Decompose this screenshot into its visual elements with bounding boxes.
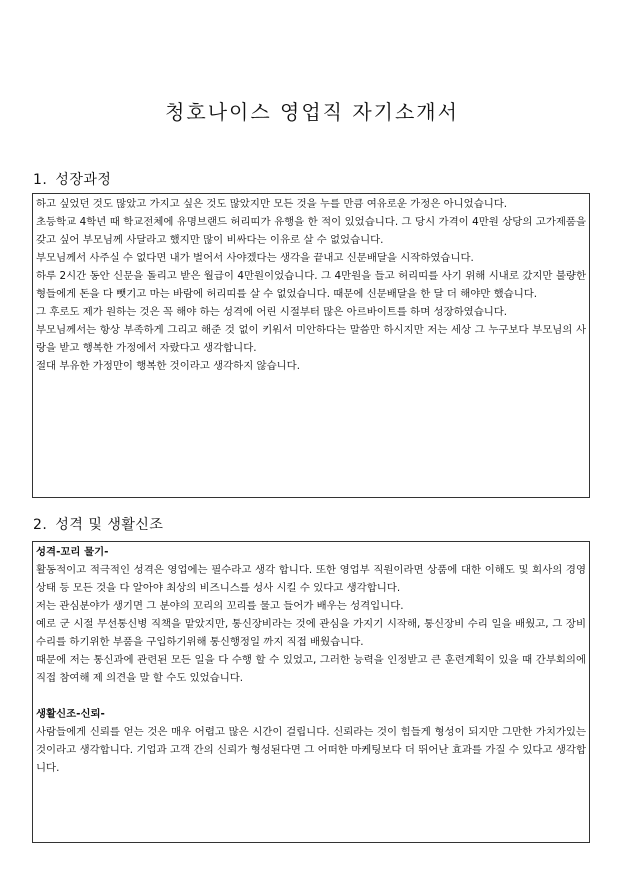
paragraph: 사람들에게 신뢰를 얻는 것은 매우 어렵고 많은 시간이 걸립니다. 신뢰라는 것이 힘들게 형성이 되지만 그만한 가치가있는 것이라고 생각합니다. 기업과 고객 간의 신뢰가 형성된다면 그 어떠한 마케팅보다 더 뛰어난 효과를 가질 수 있다고 생각합니다. — [36, 726, 586, 774]
spacer — [36, 687, 586, 705]
paragraph: 하루 2시간 동안 신문을 돌리고 받은 월급이 4만원이었습니다. 그 4만원을 들고 허리띠를 사기 위해 시내로 갔지만 불량한 형들에게 돈을 다 뺏기고 마는 바람에 허리띠를 살 수 없었습니다. 때문에 신문배달을 한 달 더 해야만 했습니다. — [36, 270, 586, 300]
document-title: 청호나이스 영업직 자기소개서 — [165, 100, 459, 124]
section-heading-growth — [33, 169, 111, 189]
subheading-personality: 성격-꼬리 물기- — [36, 546, 109, 558]
paragraph: 때문에 저는 통신과에 관련된 모든 일을 다 수행 할 수 있었고, 그러한 능력을 인정받고 큰 훈련계획이 있을 때 간부회의에 직접 참여해 제 의견을 말 할 수도 있었습니다. — [36, 654, 586, 684]
paragraph: 부모님께서 사주실 수 없다면 내가 벌어서 사야겠다는 생각을 끝내고 신문배달을 시작하였습니다. — [36, 252, 474, 264]
section-heading-personality — [33, 514, 163, 534]
personality-text-box — [32, 541, 590, 843]
section-number: 2. — [33, 517, 48, 533]
paragraph: 예로 군 시절 무선통신병 직책을 맡았지만, 통신장비라는 것에 관심을 가지기 시작해, 통신장비 수리 일을 배웠고, 그 장비수리를 하기위한 부품을 구입하기위해 통신행정일 까지 직접 배웠습니다. — [36, 618, 586, 648]
subheading-life-motto: 생활신조-신뢰- — [36, 708, 105, 720]
paragraph: 초등학교 4학년 때 학교전체에 유명브랜드 허리띠가 유행을 한 적이 있었습니다. 그 당시 가격이 4만원 상당의 고가제품을 갖고 싶어 부모님께 사달라고 했지만 많이 비싸다는 이유로 살 수 없었습니다. — [36, 216, 586, 246]
paragraph: 그 후로도 제가 원하는 것은 꼭 해야 하는 성격에 어린 시절부터 많은 아르바이트를 하며 성장하였습니다. — [36, 306, 508, 318]
paragraph: 절대 부유한 가정만이 행복한 것이라고 생각하지 않습니다. — [36, 360, 301, 372]
section-number: 1. — [33, 172, 48, 188]
paragraph: 하고 싶었던 것도 많았고 가지고 싶은 것도 많았지만 모든 것을 누를 만큼 여유로운 가정은 아니었습니다. — [36, 198, 508, 210]
paragraph: 부모님께서는 항상 부족하게 그리고 해준 것 없이 키워서 미안하다는 말씀만 하시지만 저는 세상 그 누구보다 부모님의 사랑을 받고 행복한 가정에서 자랐다고 생각합니다. — [36, 324, 586, 354]
paragraph: 활동적이고 적극적인 성격은 영업에는 필수라고 생각 합니다. 또한 영업부 직원이라면 상품에 대한 이해도 및 회사의 경영상태 등 모든 것을 다 알아야 최상의 비즈니스를 성사 시킬 수 있다고 생각합니다. — [36, 564, 586, 594]
section-title: 성장과정 — [55, 172, 112, 188]
growth-text-box — [32, 193, 590, 498]
paragraph: 저는 관심분야가 생기면 그 분야의 꼬리의 꼬리를 물고 들어가 배우는 성격입니다. — [36, 600, 404, 612]
section-title: 성격 및 생활신조 — [55, 517, 164, 533]
